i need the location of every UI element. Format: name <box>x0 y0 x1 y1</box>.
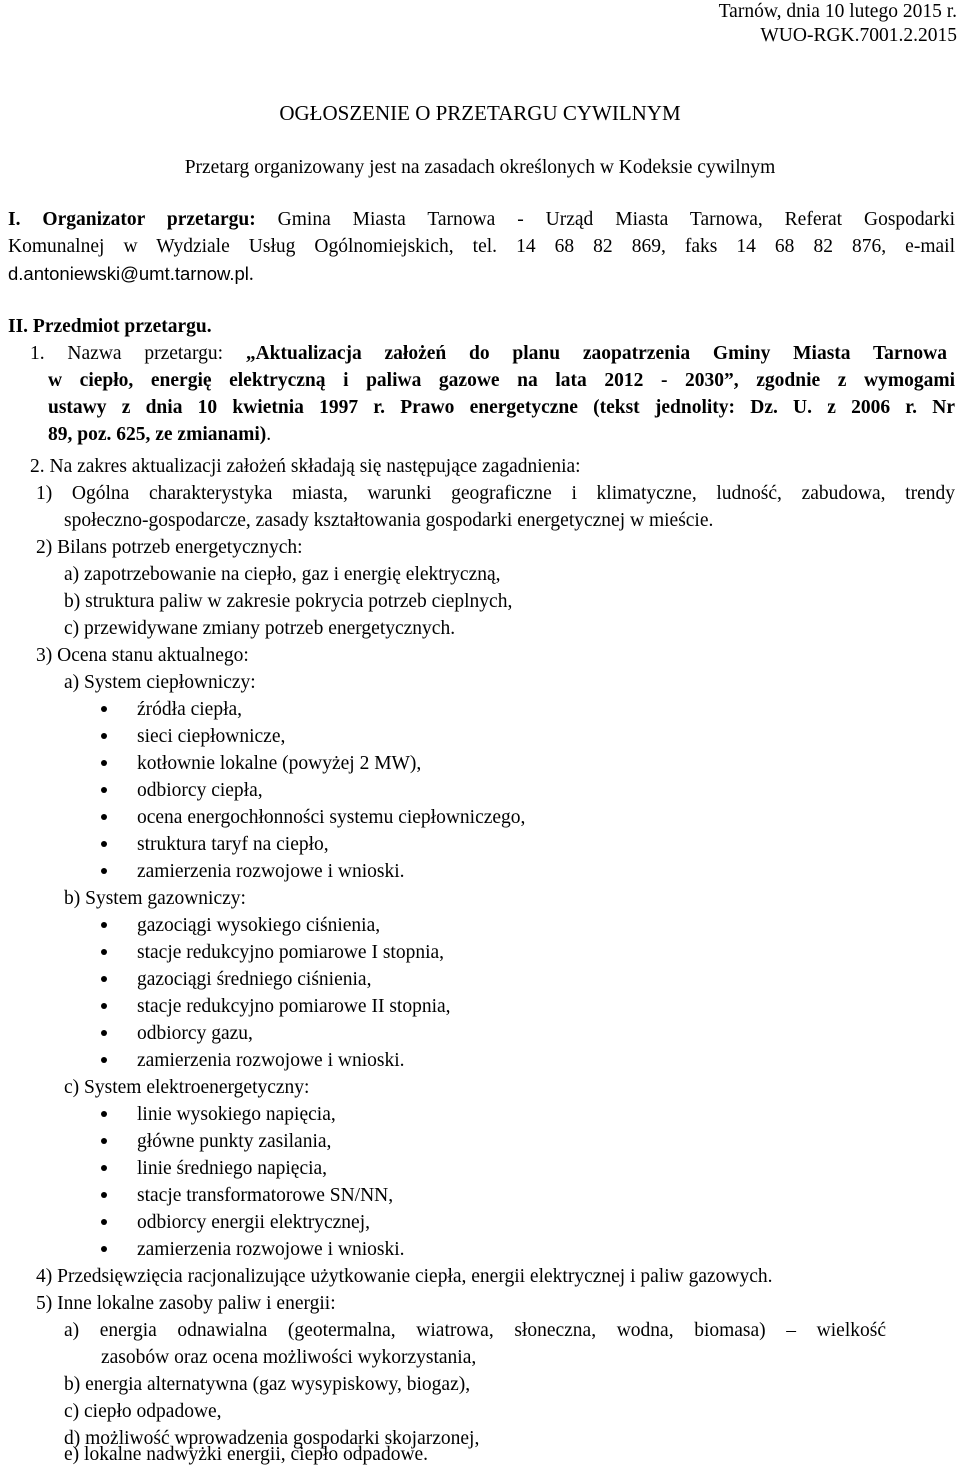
bullet-icon <box>101 949 107 955</box>
point-2a: a) zapotrzebowanie na ciepło, gaz i energię elektryczną, <box>64 564 501 585</box>
list-item: stacje redukcyjno pomiarowe I stopnia, <box>137 942 445 963</box>
list-item: stacje redukcyjno pomiarowe II stopnia, <box>137 996 451 1017</box>
tender-name-part-1: „Aktualizacja założeń do planu zaopatrzenia Gminy Miasta Tarnowa <box>245 343 948 364</box>
point-5c: c) ciepło odpadowe, <box>64 1401 222 1422</box>
bullet-icon <box>101 841 107 847</box>
email-link[interactable]: d.antoniewski@umt.tarnow.pl <box>8 263 249 284</box>
point-2b: b) struktura paliw w zakresie pokrycia potrzeb cieplnych, <box>64 591 513 612</box>
list-item: struktura taryf na ciepło, <box>137 834 329 855</box>
section-1-line-2: Komunalnej w Wydziale Usług Ogólnomiejskich, tel. 14 68 82 869, faks 14 68 82 876, e-mail <box>8 236 955 257</box>
bullet-icon <box>101 1111 107 1117</box>
point-3a: a) System ciepłowniczy: <box>64 672 256 693</box>
list-item: zamierzenia rozwojowe i wnioski. <box>137 1239 405 1260</box>
list-item: zamierzenia rozwojowe i wnioski. <box>137 1050 405 1071</box>
bullet-icon <box>101 1219 107 1225</box>
bullet-icon <box>101 814 107 820</box>
item-1-lead: Nazwa przetargu: <box>67 343 224 364</box>
section-1-organizer: Gmina Miasta Tarnowa - Urząd Miasta Tarnowa, Referat Gospodarki <box>277 209 955 230</box>
point-5d: d) możliwość wprowadzenia gospodarki skojarzonej, <box>64 1428 480 1449</box>
point-4: 4) Przedsięwzięcia racjonalizujące użytkowanie ciepła, energii elektrycznej i paliw gazowych. <box>36 1266 773 1287</box>
tender-name-part-2: w ciepło, energię elektryczną i paliwa gazowe na lata 2012 - 2030”, zgodnie z wymogami <box>48 370 955 391</box>
list-item: linie średniego napięcia, <box>137 1158 328 1179</box>
section-1-line-3 <box>8 261 254 288</box>
page-title: OGŁOSZENIE O PRZETARGU CYWILNYM <box>279 101 681 125</box>
point-5a-line-1: a) energia odnawialna (geotermalna, wiatrowa, słoneczna, wodna, biomasa) – wielkość <box>64 1320 886 1341</box>
point-2: 2) Bilans potrzeb energetycznych: <box>36 537 303 558</box>
bullet-icon <box>101 760 107 766</box>
bullet-icon <box>101 868 107 874</box>
bullet-icon <box>101 733 107 739</box>
bullet-icon <box>101 706 107 712</box>
section-1-heading: I. Organizator przetargu: <box>8 209 256 230</box>
list-item: główne punkty zasilania, <box>137 1131 332 1152</box>
item-1-line-4 <box>48 422 271 448</box>
bullet-icon <box>101 1003 107 1009</box>
point-2c: c) przewidywane zmiany potrzeb energetycznych. <box>64 618 456 639</box>
point-5b: b) energia alternatywna (gaz wysypiskowy, biogaz), <box>64 1374 471 1395</box>
page-subtitle: Przetarg organizowany jest na zasadach określonych w Kodeksie cywilnym <box>184 157 776 178</box>
section-1-line-1 <box>8 207 955 233</box>
list-item: ocena energochłonności systemu ciepłowniczego, <box>137 807 526 828</box>
item-1-line-1 <box>30 341 947 367</box>
point-5a-line-2: zasobów oraz ocena możliwości wykorzystania, <box>101 1347 477 1368</box>
item-1-number: 1. <box>30 343 45 364</box>
list-item: odbiorcy gazu, <box>137 1023 253 1044</box>
place-date: Tarnów, dnia 10 lutego 2015 r. <box>718 1 957 22</box>
list-item: zamierzenia rozwojowe i wnioski. <box>137 861 405 882</box>
bullet-icon <box>101 1138 107 1144</box>
tender-name-part-3: ustawy z dnia 10 kwietnia 1997 r. Prawo energetyczne (tekst jednolity: Dz. U. z 2006 r. Nr <box>48 397 955 418</box>
point-3c: c) System elektroenergetyczny: <box>64 1077 310 1098</box>
reference-number: WUO-RGK.7001.2.2015 <box>760 25 957 46</box>
bullet-icon <box>101 1057 107 1063</box>
list-item: odbiorcy energii elektrycznej, <box>137 1212 371 1233</box>
point-1-line-2: społeczno-gospodarcze, zasady kształtowania gospodarki energetycznej w mieście. <box>64 510 714 531</box>
item-2-text: Na zakres aktualizacji założeń składają się następujące zagadnienia: <box>49 456 581 477</box>
list-item: odbiorcy ciepła, <box>137 780 263 801</box>
bullet-icon <box>101 787 107 793</box>
tender-name-part-4: 89, poz. 625, ze zmianami) <box>48 424 267 445</box>
item-2-number: 2. <box>30 456 45 477</box>
item-1-suffix: . <box>266 424 272 445</box>
list-item: gazociągi średniego ciśnienia, <box>137 969 372 990</box>
point-3: 3) Ocena stanu aktualnego: <box>36 645 249 666</box>
point-3b: b) System gazowniczy: <box>64 888 246 909</box>
item-2-line <box>30 454 581 480</box>
list-item: sieci ciepłownicze, <box>137 726 286 747</box>
bullet-icon <box>101 1192 107 1198</box>
point-1-line-1: 1) Ogólna charakterystyka miasta, warunki geograficzne i klimatyczne, ludność, zabudowa, trendy <box>36 483 955 504</box>
point-5: 5) Inne lokalne zasoby paliw i energii: <box>36 1293 336 1314</box>
bullet-icon <box>101 976 107 982</box>
point-5e: e) lokalne nadwyżki energii, ciepło odpadowe. <box>64 1444 429 1465</box>
bullet-icon <box>101 1165 107 1171</box>
email-suffix: . <box>248 264 254 285</box>
bullet-icon <box>101 1030 107 1036</box>
list-item: linie wysokiego napięcia, <box>137 1104 336 1125</box>
section-2-heading: II. Przedmiot przetargu. <box>8 316 212 337</box>
list-item: stacje transformatorowe SN/NN, <box>137 1185 394 1206</box>
list-item: kotłownie lokalne (powyżej 2 MW), <box>137 753 422 774</box>
list-item: gazociągi wysokiego ciśnienia, <box>137 915 381 936</box>
list-item: źródła ciepła, <box>137 699 243 720</box>
bullet-icon <box>101 1246 107 1252</box>
bullet-icon <box>101 922 107 928</box>
